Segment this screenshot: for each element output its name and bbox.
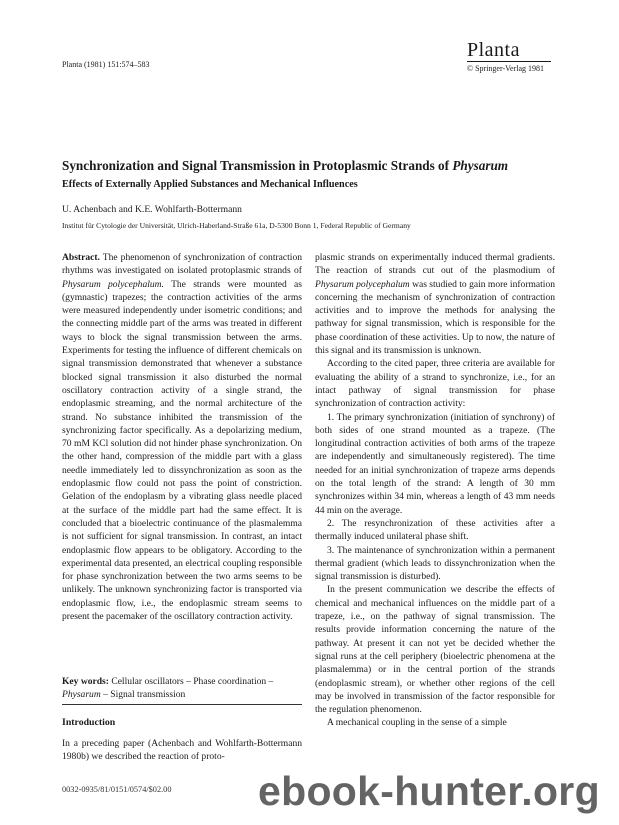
abstract-column: [62, 251, 302, 623]
authors: U. Achenbach and K.E. Wohlfarth-Bottermann: [62, 204, 242, 215]
keywords-species: Physarum: [62, 689, 101, 701]
article-subtitle: Effects of Externally Applied Substances and Mechanical Influences: [62, 179, 358, 190]
right-paragraph-6: In the present communication we describe the effects of chemical and mechanical influences on the middle part of a trapeze, i.e., on the pathway of signal transmission. The results provide information concerning the nature of the pathway. At present it can not yet be decided whether the signal runs at the cell periphery (bioelectric phenomena at the plasmalemma) or in the central portion of the strands (endoplasmic stream), or whether other regions of the cell may be involved in transmission of the factor responsible for the regulation phenomenon.: [315, 584, 555, 716]
journal-rule: [467, 61, 551, 62]
right-paragraph-4: 2. The resynchronization of these activities after a thermally induced unilateral phase shift.: [315, 517, 555, 543]
watermark: ebook-hunter.org: [258, 768, 600, 814]
right-column: [315, 251, 555, 730]
right-paragraph-2: According to the cited paper, three criteria are available for evaluating the ability of a strand to synchronize, i.e., for an intact pathway of signal transmission for phase synchronization of contraction activity:: [315, 358, 555, 410]
abstract-species: Physarum polycephalum.: [62, 278, 164, 290]
title-text: Synchronization and Signal Transmission in Protoplasmic Strands of: [62, 158, 453, 173]
abstract-text-2: The strands were mounted as (gymnastic) trapezes; the contraction activities of the arms were measured independently under isometric conditions; and the connecting middle part of the arms was treated in different ways to block the signal transmission between the arms. Experiments for testing the influence of different chemicals on signal transmission demonstrated that whenever a substance blocked signal transmission it also disturbed the normal oscillatory contraction activity of a single strand, the endoplasmic streaming, and the normal architecture of the strand. No substance inhibited the transmission of the synchronizing factor specifically. As a depolarizing medium, 70 mM KCl solution did not hinder phase synchronization. On the other hand, compression of the middle part with a glass needle immediately led to dissynchronization as soon as the endoplasmic flow could not pass the point of constriction. Gelation of the endoplasm by a vibrating glass needle placed at the surface of the middle part had the same effect. It is concluded that a bioelectric continuance of the plasmalemma is not sufficient for signal transmission. In contrast, an intact endoplasmic flow appears to be obligatory. According to the experimental data presented, an electrical coupling responsible for phase synchronization between the two arms seems to be unlikely. The unknown synchronizing factor is transported via endoplasmic flow, i.e., the endoplasmic stream seems to present the pacemaker of the oscillatory contraction activity.: [62, 278, 303, 623]
title-genus: Physarum: [452, 158, 509, 173]
right-paragraph-1: [315, 251, 555, 357]
right-p1-text-a: plasmic strands on experimentally induced thermal gradients. The reaction of strands cut out of the plasmodium of: [315, 252, 555, 277]
journal-logo: [467, 40, 551, 73]
affiliation: Institut für Cytologie der Universität, Ulrich-Haberland-Straße 61a, D-5300 Bonn 1, Federal Republic of Germany: [62, 221, 411, 230]
introduction-paragraph: In a preceding paper (Achenbach and Wohlfarth-Bottermann 1980b) we described the reaction of proto-: [62, 738, 302, 763]
keywords-label: Key words:: [62, 676, 109, 687]
keywords: [62, 675, 302, 702]
article-title: [62, 158, 508, 174]
right-p1-text-b: was studied to gain more information concerning the mechanism of synchronization of contraction activities and to improve the methods for analysing the pathway for signal transmission, which is responsible for the phase coordination of these activities. Up to now, the nature of this signal and its transmission is unknown.: [315, 278, 556, 357]
introduction-heading: Introduction: [62, 717, 116, 728]
keywords-text: Cellular oscillators – Phase coordination –: [108, 676, 274, 687]
right-paragraph-5: 3. The maintenance of synchronization within a permanent thermal gradient (which leads to dissynchronization when the signal transmission is disturbed).: [315, 544, 555, 583]
abstract-paragraph: [62, 251, 302, 623]
right-p1-species: Physarum polycephalum: [315, 278, 410, 290]
introduction-column: [62, 737, 302, 764]
publisher-line: © Springer-Verlag 1981: [467, 64, 545, 73]
right-paragraph-7: A mechanical coupling in the sense of a simple: [327, 717, 507, 729]
section-divider: [62, 704, 302, 705]
journal-name: Planta: [467, 39, 520, 61]
abstract-label: Abstract.: [62, 252, 100, 263]
abstract-text-1: The phenomenon of synchronization of contraction rhythms was investigated on isolated protoplasmic strands of: [62, 252, 302, 277]
right-paragraph-3: 1. The primary synchronization (initiation of synchrony) of both sides of one strand mounted as a trapeze. (The longitudinal contraction activities of both arms of the trapeze are independently and simultaneously registered). The time needed for an initial synchronization of trapeze arms depends on the total length of the strand: A length of 30 mm synchronizes within 34 min, whereas a length of 43 mm needs 44 min on the average.: [315, 411, 555, 516]
keywords-text-end: – Signal transmission: [100, 689, 186, 701]
journal-citation: Planta (1981) 151:574–583: [62, 60, 150, 69]
article-code: 0032-0935/81/0151/0574/$02.00: [62, 785, 172, 794]
